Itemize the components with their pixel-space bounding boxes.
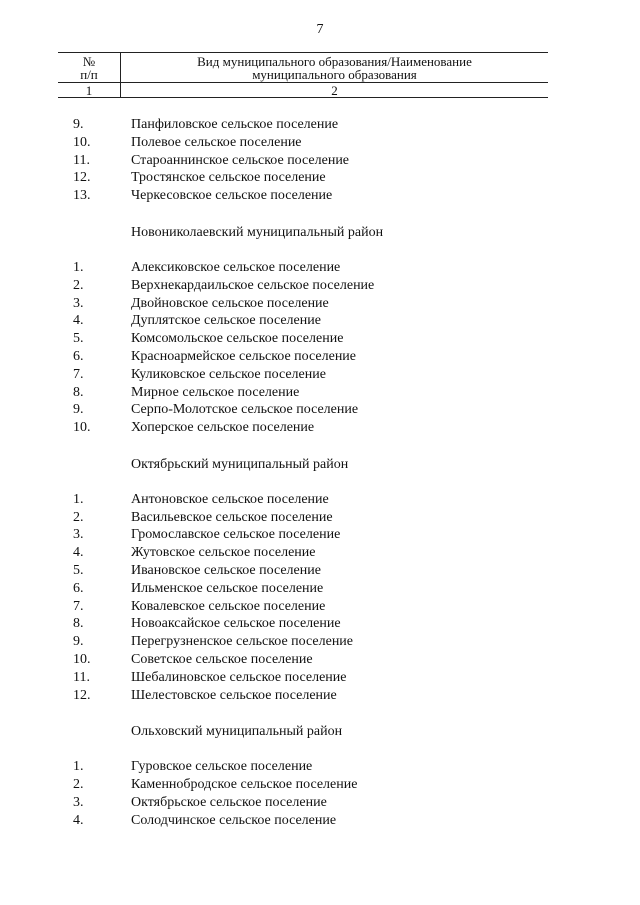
header-num-label-1: № [82, 54, 96, 69]
list-item-name: Жутовское сельское поселение [131, 545, 316, 560]
list-item-number: 8. [73, 616, 84, 631]
header-num-label-2: п/п [80, 67, 98, 82]
list-item-name: Ивановское сельское поселение [131, 563, 321, 578]
list-item-number: 5. [73, 331, 84, 346]
list-item-number: 11. [73, 670, 90, 685]
list-item-number: 12. [73, 170, 91, 185]
list-item-number: 9. [73, 402, 84, 417]
header-name-cell [121, 53, 548, 82]
header-name-label-1: Вид муниципального образования/Наименование [197, 54, 472, 69]
page-number: 7 [316, 22, 324, 37]
header-row-column-numbers [58, 82, 548, 97]
list-item-name: Верхнекардаильское сельское поселение [131, 278, 375, 293]
list-item-name: Шелестовское сельское поселение [131, 688, 337, 703]
list-item-name: Полевое сельское поселение [131, 135, 302, 150]
list-item-name: Красноармейское сельское поселение [131, 349, 357, 364]
list-item-number: 1. [73, 492, 84, 507]
list-item-name: Советское сельское поселение [131, 652, 313, 667]
list-item-name: Хоперское сельское поселение [131, 420, 315, 435]
district-heading: Новониколаевский муниципальный район [131, 225, 384, 240]
list-item-name: Перегрузненское сельское поселение [131, 634, 354, 649]
list-item-number: 11. [73, 153, 90, 168]
list-item-number: 7. [73, 599, 84, 614]
header-name-label-2: муниципального образования [252, 67, 417, 82]
list-item-name: Куликовское сельское поселение [131, 367, 326, 382]
column-number-2: 2 [331, 83, 338, 98]
district-heading: Октябрьский муниципальный район [131, 457, 349, 472]
list-item-name: Васильевское сельское поселение [131, 510, 333, 525]
list-item-name: Новоаксайское сельское поселение [131, 616, 341, 631]
table-header [58, 52, 548, 98]
list-item-number: 3. [73, 795, 84, 810]
list-item-number: 4. [73, 813, 84, 828]
list-item-number: 2. [73, 278, 84, 293]
list-item-number: 4. [73, 313, 84, 328]
list-item-name: Антоновское сельское поселение [131, 492, 329, 507]
list-item-name: Тростянское сельское поселение [131, 170, 326, 185]
list-item-number: 3. [73, 296, 84, 311]
list-item-name: Гуровское сельское поселение [131, 759, 313, 774]
list-item-name: Черкесовское сельское поселение [131, 188, 333, 203]
list-item-name: Шебалиновское сельское поселение [131, 670, 347, 685]
list-item-number: 9. [73, 634, 84, 649]
list-item-name: Ковалевское сельское поселение [131, 599, 326, 614]
list-item-number: 9. [73, 117, 84, 132]
list-item-name: Серпо-Молотское сельское поселение [131, 402, 359, 417]
column-number-1: 1 [58, 83, 121, 97]
list-item-name: Солодчинское сельское поселение [131, 813, 337, 828]
header-row-titles [58, 53, 548, 82]
list-item-number: 13. [73, 188, 91, 203]
list-item-number: 12. [73, 688, 91, 703]
list-item-name: Двойновское сельское поселение [131, 296, 329, 311]
list-item-number: 8. [73, 385, 84, 400]
list-item-number: 2. [73, 510, 84, 525]
list-item-name: Громославское сельское поселение [131, 527, 341, 542]
list-item-number: 10. [73, 420, 91, 435]
list-item-name: Каменнобродское сельское поселение [131, 777, 358, 792]
list-item-number: 1. [73, 759, 84, 774]
list-item-name: Октябрьское сельское поселение [131, 795, 327, 810]
list-item-number: 10. [73, 135, 91, 150]
header-num-cell [58, 53, 121, 82]
list-item-number: 6. [73, 581, 84, 596]
list-item-number: 3. [73, 527, 84, 542]
list-item-name: Панфиловское сельское поселение [131, 117, 339, 132]
list-item-name: Комсомольское сельское поселение [131, 331, 344, 346]
list-item-name: Ильменское сельское поселение [131, 581, 324, 596]
district-heading: Ольховский муниципальный район [131, 724, 343, 739]
list-item-number: 7. [73, 367, 84, 382]
list-item-name: Дуплятское сельское поселение [131, 313, 321, 328]
list-item-number: 5. [73, 563, 84, 578]
list-item-name: Мирное сельское поселение [131, 385, 300, 400]
list-item-number: 6. [73, 349, 84, 364]
list-item-name: Староаннинское сельское поселение [131, 153, 350, 168]
list-item-name: Алексиковское сельское поселение [131, 260, 341, 275]
list-item-number: 4. [73, 545, 84, 560]
list-item-number: 2. [73, 777, 84, 792]
list-item-number: 10. [73, 652, 91, 667]
list-item-number: 1. [73, 260, 84, 275]
